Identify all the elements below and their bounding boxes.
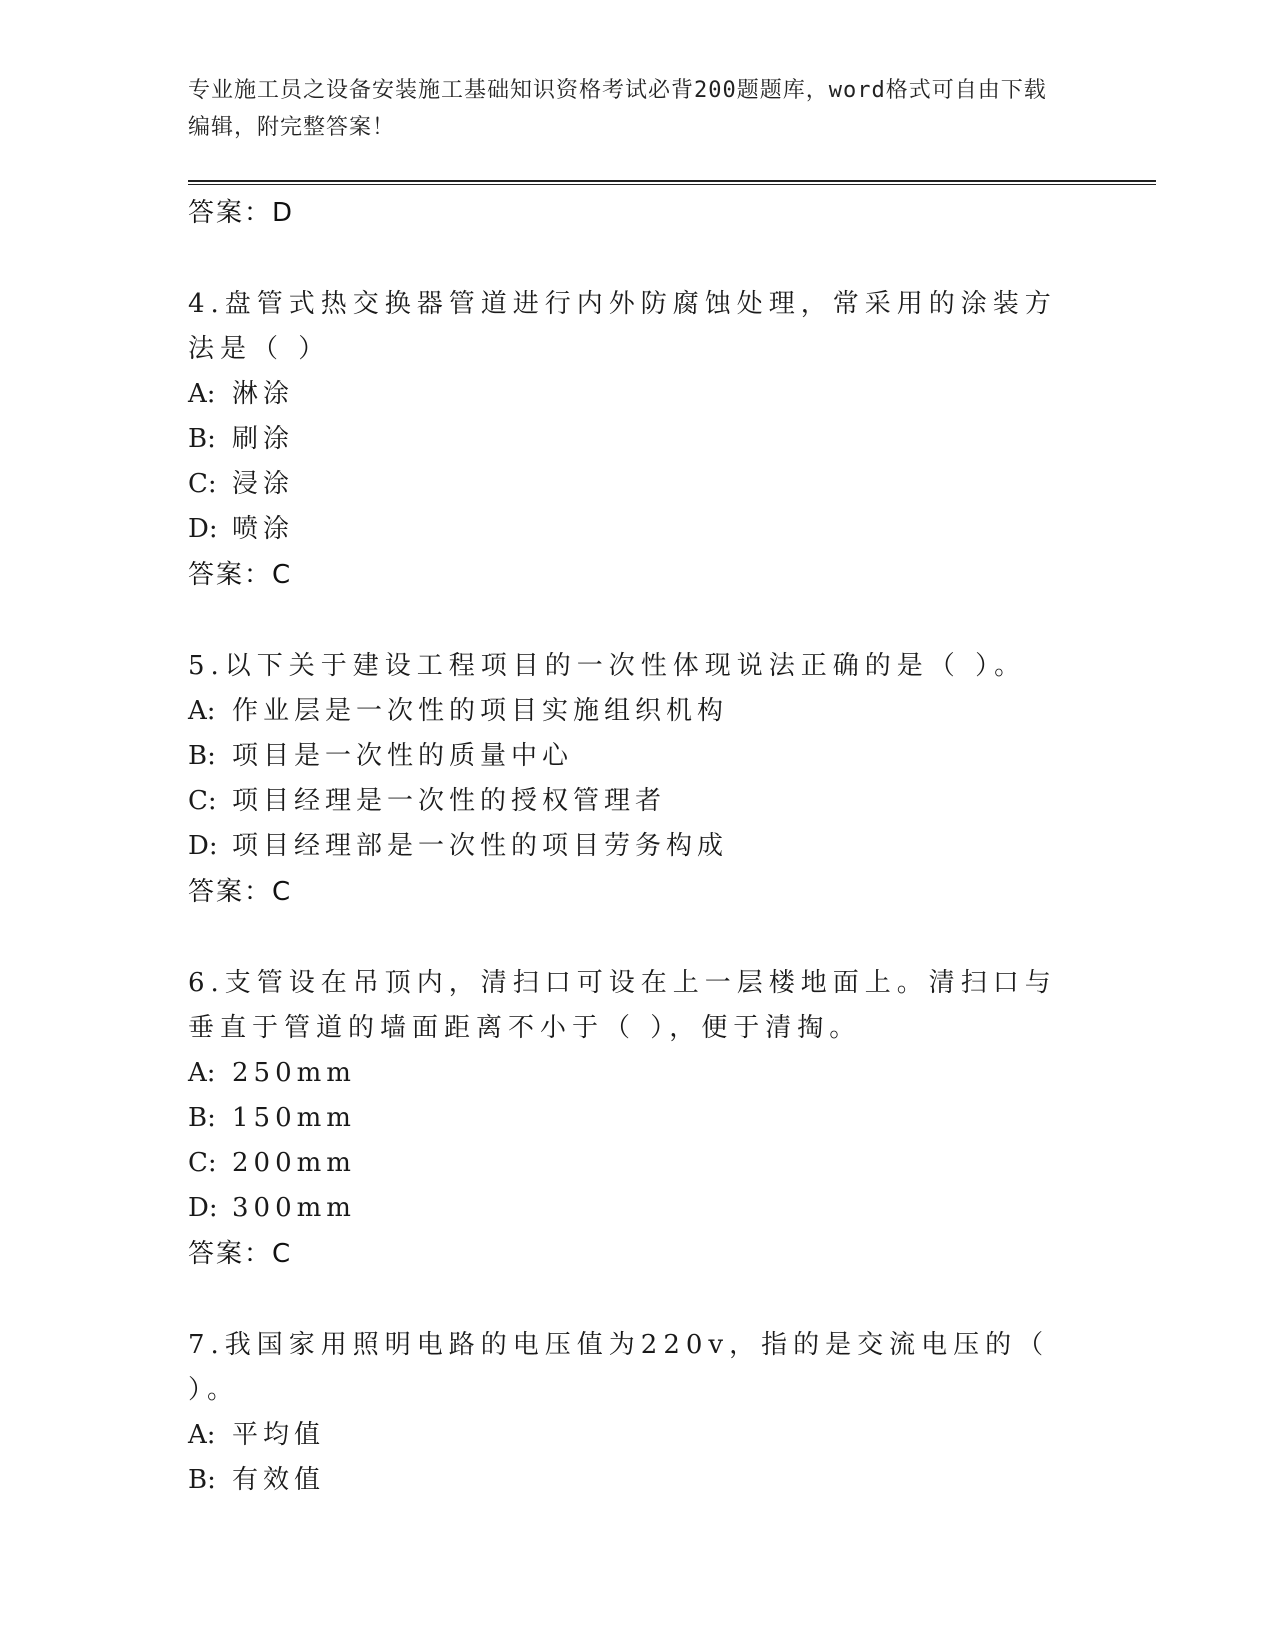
- option-d: [188, 824, 1088, 869]
- option-c: [188, 1141, 1088, 1186]
- option-a: [188, 1051, 1088, 1096]
- option-key: B:: [188, 424, 216, 454]
- option-key: D:: [188, 831, 218, 861]
- option-key: B:: [188, 1103, 216, 1133]
- option-b: [188, 1096, 1088, 1141]
- option-text: 淋涂: [232, 379, 295, 409]
- answer-line: 答案：C: [188, 560, 293, 590]
- option-text: 150mm: [232, 1103, 356, 1133]
- option-text: 200mm: [232, 1148, 356, 1178]
- question-text: 5.以下关于建设工程项目的一次性体现说法正确的是（ ）。: [188, 651, 1027, 681]
- option-a: [188, 689, 1088, 734]
- option-text: 浸涂: [232, 469, 295, 499]
- option-text: 平均值: [232, 1420, 326, 1450]
- option-key: C:: [188, 469, 217, 499]
- option-c: [188, 779, 1088, 824]
- option-a: [188, 1413, 1088, 1458]
- option-c: [188, 462, 1088, 507]
- question-text: 6.支管设在吊顶内，清扫口可设在上一层楼地面上。清扫口与垂直于管道的墙面距离不小于（ ），便于清掏。: [188, 968, 1057, 1043]
- option-key: C:: [188, 786, 217, 816]
- header-rule-thin: [188, 184, 1156, 185]
- question-block: [188, 282, 1088, 598]
- option-b: [188, 734, 1088, 779]
- option-text: 刷涂: [232, 424, 295, 454]
- option-d: [188, 507, 1088, 552]
- header-rule-thick: [188, 180, 1156, 182]
- option-text: 有效值: [232, 1465, 326, 1495]
- question-text: 7.我国家用照明电路的电压值为220v，指的是交流电压的（ ）。: [188, 1330, 1050, 1405]
- question-list: [188, 190, 1088, 1503]
- answer-line: 答案：C: [188, 1239, 293, 1269]
- answer-line: 答案：D: [188, 198, 295, 228]
- option-key: D:: [188, 1193, 218, 1223]
- document-header: 专业施工员之设备安装施工基础知识资格考试必背200题题库，word格式可自由下载编辑，附完整答案！: [188, 78, 1047, 140]
- option-text: 作业层是一次性的项目实施组织机构: [232, 696, 729, 726]
- option-text: 250mm: [232, 1058, 356, 1088]
- option-text: 项目是一次性的质量中心: [232, 741, 574, 771]
- option-d: [188, 1186, 1088, 1231]
- option-key: B:: [188, 741, 216, 771]
- option-text: 喷涂: [232, 514, 295, 544]
- question-block: [188, 644, 1088, 915]
- option-a: [188, 372, 1088, 417]
- option-key: A:: [188, 696, 216, 726]
- option-key: A:: [188, 379, 216, 409]
- option-key: D:: [188, 514, 218, 544]
- option-text: 300mm: [232, 1193, 356, 1223]
- option-key: A:: [188, 1058, 216, 1088]
- option-text: 项目经理是一次性的授权管理者: [232, 786, 667, 816]
- option-text: 项目经理部是一次性的项目劳务构成: [232, 831, 729, 861]
- option-b: [188, 417, 1088, 462]
- option-key: A:: [188, 1420, 216, 1450]
- question-block: [188, 1323, 1088, 1503]
- option-b: [188, 1458, 1088, 1503]
- option-key: B:: [188, 1465, 216, 1495]
- question-text: 4.盘管式热交换器管道进行内外防腐蚀处理，常采用的涂装方法是（ ）: [188, 289, 1057, 364]
- question-block: [188, 961, 1088, 1277]
- option-key: C:: [188, 1148, 217, 1178]
- answer-line: 答案：C: [188, 877, 293, 907]
